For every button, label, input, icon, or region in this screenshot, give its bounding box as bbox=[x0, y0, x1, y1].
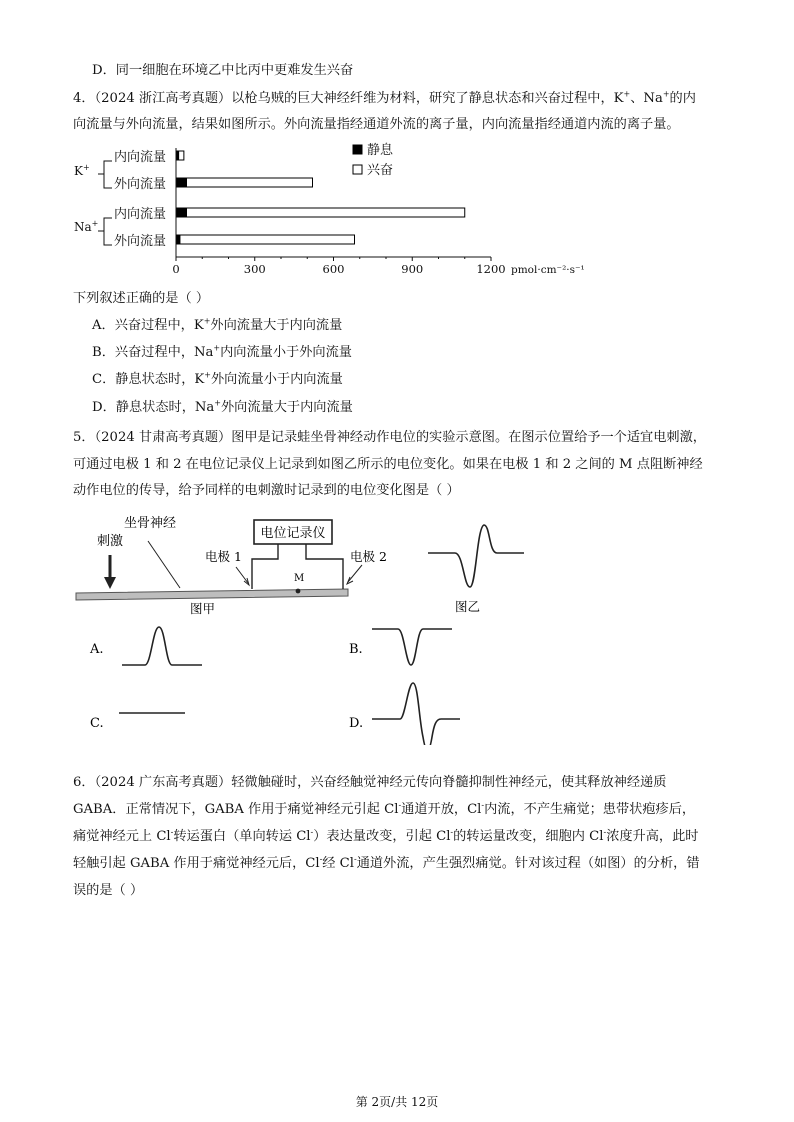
electrode2-label: 电极 2 bbox=[350, 549, 387, 564]
option-text: C．静息状态时，K bbox=[92, 372, 205, 387]
option-d-label: D. bbox=[349, 716, 364, 731]
q4-option bbox=[92, 344, 352, 362]
q6-text: 痛觉神经元上 Cl bbox=[73, 829, 171, 844]
bar-excited bbox=[176, 178, 313, 187]
option-text: 外向流量大于内向流量 bbox=[221, 400, 353, 415]
option-a-waveform bbox=[122, 627, 202, 665]
q4-stem-line2: 向流量与外向流量，结果如图所示。外向流量指经通道外流的离子量，内向流量指经通道内流的离子量。 bbox=[73, 117, 680, 132]
option-c-label: C. bbox=[90, 716, 104, 731]
option-d-waveform bbox=[372, 683, 460, 745]
x-tick-label: 300 bbox=[243, 262, 266, 276]
superscript: - bbox=[398, 800, 402, 810]
x-tick-label: 900 bbox=[401, 262, 424, 276]
q6-text: 内流，不产生痛觉；患带状疱疹后， bbox=[484, 802, 696, 817]
q6-line3 bbox=[73, 828, 699, 846]
k-bracket bbox=[98, 161, 112, 188]
q6-text: ）表达量改变，引起 Cl bbox=[313, 829, 451, 844]
q6-line5: 误的是（ ） bbox=[73, 883, 144, 898]
nerve-label: 坐骨神经 bbox=[124, 516, 177, 531]
bar-resting bbox=[176, 178, 187, 187]
q6-text: GABA．正常情况下，GABA 作用于痛觉神经元引起 Cl bbox=[73, 802, 399, 817]
q6-text: 转运蛋白（单向转运 Cl bbox=[173, 829, 311, 844]
bar-resting bbox=[176, 235, 180, 244]
q4-option bbox=[92, 317, 342, 335]
q4-question: 下列叙述正确的是（ ） bbox=[73, 291, 210, 306]
fig-b-caption: 图乙 bbox=[455, 599, 481, 614]
q5-stem-line1: 5．（2024 甘肃高考真题）图甲是记录蛙坐骨神经动作电位的实验示意图。在图示位置给予一个适宜电刺激， bbox=[73, 430, 706, 445]
ion-label: Na+ bbox=[74, 219, 99, 234]
superscript: - bbox=[353, 854, 357, 864]
q5-stem-line2: 可通过电极 1 和 2 在电位记录仪上记录到如图乙所示的电位变化。如果在电极 1 和 2 之间的 M 点阻断神经 bbox=[73, 457, 703, 472]
bar-excited bbox=[176, 208, 465, 217]
superscript: - bbox=[450, 827, 454, 837]
electrode2-pointer bbox=[348, 565, 362, 582]
superscript: + bbox=[213, 343, 221, 353]
q6-text: 轻触引起 GABA 作用于痛觉神经元后，Cl bbox=[73, 856, 320, 871]
option-b-waveform bbox=[372, 629, 452, 665]
q5-stem-line3: 动作电位的传导，给予同样的电刺激时记录到的电位变化图是（ ） bbox=[73, 483, 460, 498]
fig-b-waveform bbox=[428, 525, 524, 587]
superscript: + bbox=[214, 398, 221, 408]
q4-option bbox=[92, 399, 353, 417]
q4-option bbox=[92, 371, 343, 389]
bar-excited bbox=[176, 235, 355, 244]
nerve-fiber bbox=[76, 589, 348, 600]
option-a-label: A. bbox=[90, 642, 104, 657]
legend-swatch-rest bbox=[353, 145, 362, 154]
option-text: 外向流量小于内向流量 bbox=[210, 372, 343, 387]
electrode-wire-1 bbox=[252, 544, 278, 589]
electrode1-pointer bbox=[236, 567, 248, 583]
ion-flux-bar-chart bbox=[0, 140, 794, 280]
recorder-label: 电位记录仪 bbox=[260, 526, 326, 541]
superscript: - bbox=[170, 827, 174, 837]
q6-line2 bbox=[73, 801, 695, 819]
superscript: + bbox=[623, 89, 631, 99]
na-bracket bbox=[98, 218, 112, 245]
q6-text: 浓度升高，此时 bbox=[606, 829, 699, 844]
q4-stem-text: 4．（2024 浙江高考真题）以枪乌贼的巨大神经纤维为材料，研究了静息状态和兴奋过程中，K bbox=[73, 91, 624, 106]
option-text: D．静息状态时，Na bbox=[92, 400, 215, 415]
q6-line1: 6．（2024 广东高考真题）轻微触碰时，兴奋经触觉神经元传向脊髓抑制性神经元，使其释放神经递质 bbox=[73, 775, 667, 790]
legend-label-excited: 兴奋 bbox=[367, 163, 394, 178]
q6-text: 通道开放，Cl bbox=[401, 802, 482, 817]
q6-text: 通道外流，产生强烈痛觉。针对该过程（如图）的分析，错 bbox=[356, 856, 700, 871]
bar-resting bbox=[176, 208, 187, 217]
superscript: - bbox=[319, 854, 323, 864]
electrode-wire-2 bbox=[306, 544, 343, 589]
q4-stem-line1 bbox=[73, 90, 696, 108]
stimulus-label: 刺激 bbox=[97, 534, 124, 549]
legend-label-rest: 静息 bbox=[367, 143, 394, 158]
q6-text: 经 Cl bbox=[322, 856, 354, 871]
superscript: + bbox=[203, 316, 211, 326]
x-tick-label: 0 bbox=[172, 262, 180, 276]
point-m-label: M bbox=[294, 573, 305, 584]
superscript: + bbox=[662, 89, 670, 99]
category-label: 内向流量 bbox=[114, 150, 167, 165]
ion-label: K+ bbox=[74, 163, 90, 178]
superscript: - bbox=[481, 800, 485, 810]
q6-text: 的转运量改变，细胞内 Cl bbox=[453, 829, 604, 844]
page-footer: 第 2页/共 12页 bbox=[355, 1095, 439, 1109]
legend-swatch-excited bbox=[353, 165, 362, 174]
category-label: 内向流量 bbox=[114, 207, 167, 222]
q6-line4 bbox=[73, 855, 700, 873]
q3-option-d: D．同一细胞在环境乙中比丙中更难发生兴奋 bbox=[92, 63, 354, 78]
nerve-label-leader bbox=[148, 541, 180, 588]
point-m-dot bbox=[296, 589, 301, 594]
superscript: + bbox=[204, 370, 211, 380]
nerve-experiment-figure bbox=[0, 505, 794, 745]
option-text: A．兴奋过程中，K bbox=[92, 318, 204, 333]
category-label: 外向流量 bbox=[114, 177, 167, 192]
category-label: 外向流量 bbox=[114, 234, 167, 249]
superscript: - bbox=[603, 827, 607, 837]
x-tick-label: 600 bbox=[322, 262, 345, 276]
option-b-label: B. bbox=[349, 642, 363, 657]
x-tick-label: 1200 bbox=[476, 262, 506, 276]
superscript: - bbox=[310, 827, 314, 837]
q4-stem-text: 、Na bbox=[630, 91, 663, 106]
option-text: B．兴奋过程中，Na bbox=[92, 345, 214, 360]
option-text: 外向流量大于内向流量 bbox=[210, 318, 343, 333]
electrode1-label: 电极 1 bbox=[205, 549, 242, 564]
option-text: 内向流量小于外向流量 bbox=[220, 345, 352, 360]
q4-stem-text: 的内 bbox=[669, 91, 696, 106]
x-unit-label: pmol·cm⁻²·s⁻¹ bbox=[511, 264, 585, 276]
fig-a-caption: 图甲 bbox=[190, 601, 216, 616]
